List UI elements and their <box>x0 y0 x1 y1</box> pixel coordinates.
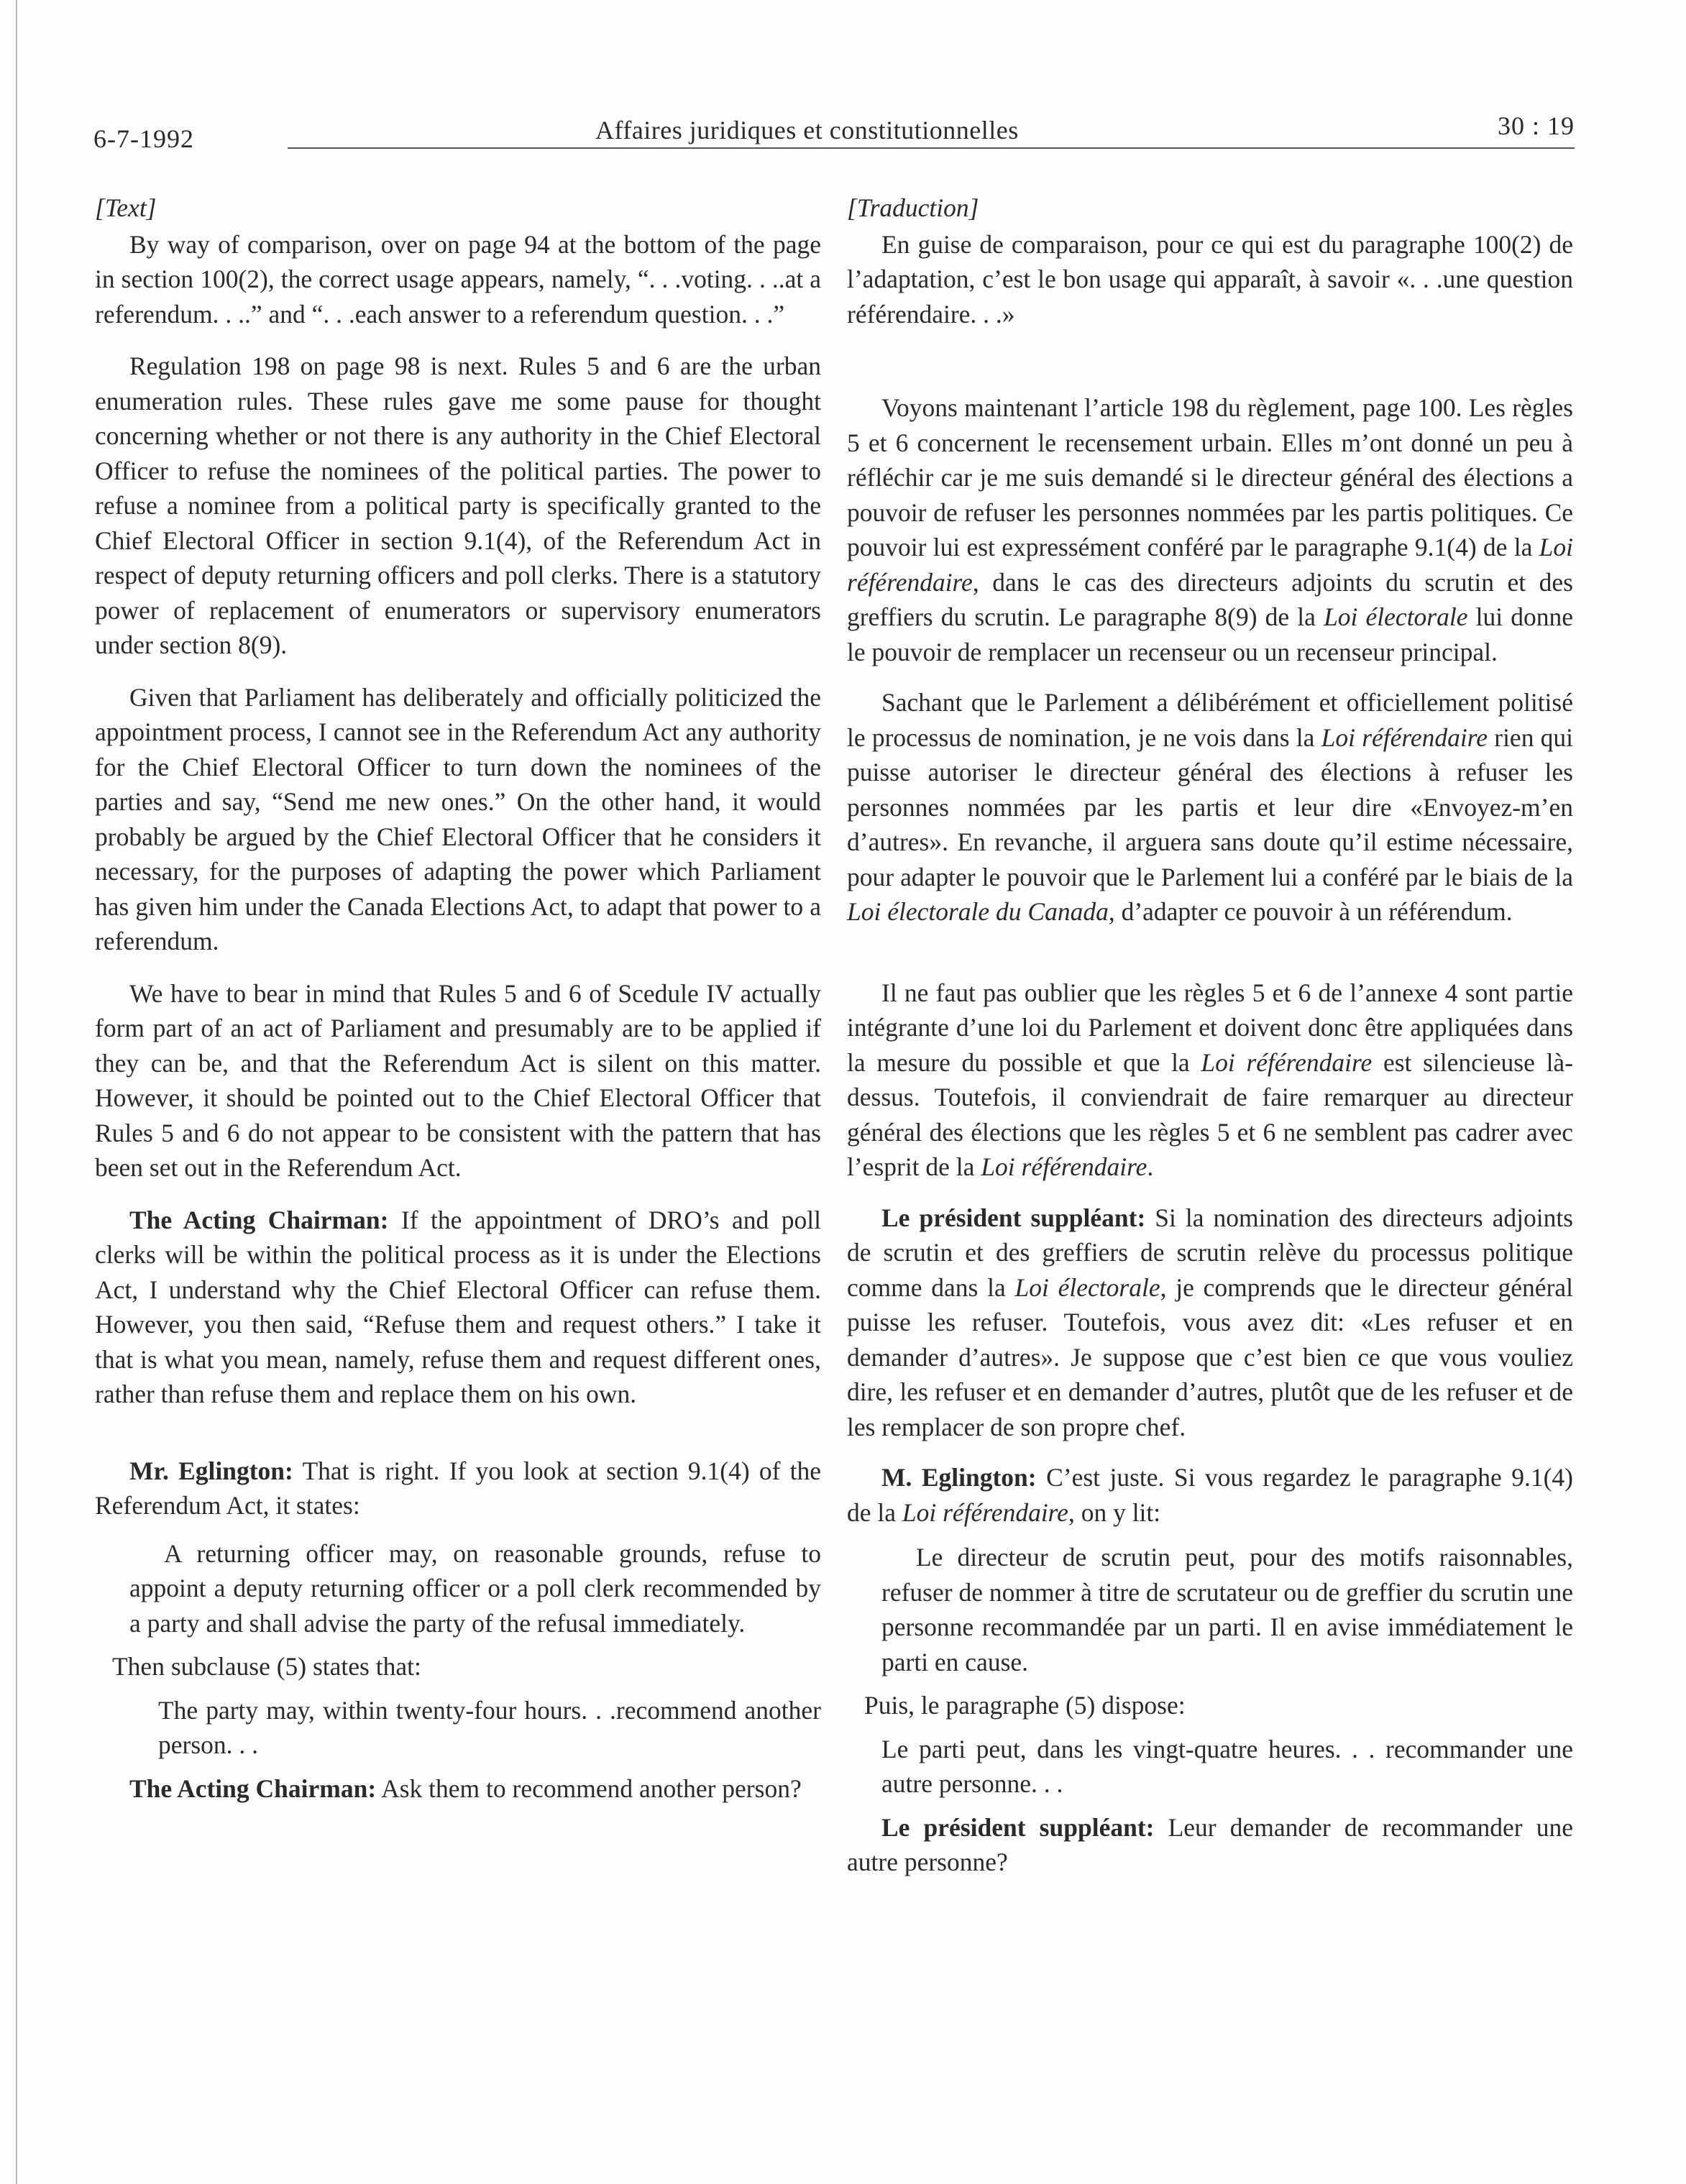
header-title: Affaires juridiques et constitutionnelles <box>595 116 1019 144</box>
paragraph: Then subclause (5) states that: <box>112 1652 421 1681</box>
speech-text: That is right. If you look at section 9.1(4) of the Referendum Act, it states: <box>95 1456 822 1520</box>
paragraph <box>95 1203 821 1412</box>
speaker-name: The Acting Chairman: <box>129 1205 389 1234</box>
paragraph: Given that Parliament has deliberately and officially politicized the appointment process, I cannot see in the Referendum Act any authority for the Chief Electoral Officer to turn down the nominees of the parties and say, “Send me new ones.” On the other hand, it would probably be argued by the Chief Electoral Officer that he considers it necessary, for the purposes of adapting the power which Parliament has given him under the Canada Elections Act, to adapt that power to a referendum. <box>95 682 821 955</box>
paragraph: We have to bear in mind that Rules 5 and 6 of Scedule IV actually form part of an act of Parliament and presumably are to be applied if they can be, and that the Referendum Act is silent on this matter. However, it should be pointed out to the Chief Electoral Officer that Rules 5 and 6 do not appear to be consistent with the pattern that has been set out in the Referendum Act. <box>95 978 821 1182</box>
paragraph: Voyons maintenant l’article 198 du règlement, page 100. Les règles 5 et 6 concernent le recensement urbain. Elles m’ont donné un peu à réfléchir car je me suis demandé si le directeur général des élections a pouvoir de refuser les personnes nommées par les partis politiques. Ce pouvoir lui est expressément conféré par le paragraphe 9.1(4) de la Loi référendaire, dans le cas des directeurs adjoints du scrutin et des greffiers du scrutin. Le paragraphe 8(9) de la Loi électorale lui donne le pouvoir de remplacer un recenseur ou un recenseur principal. <box>847 393 1574 666</box>
paragraph: Le président suppléant: Si la nomination des directeurs adjoints de scrutin et des greffiers de scrutin relève du processus politique comme dans la Loi électorale, je comprends que le directeur général puisse les refuser. Toutefois, vous avez dit: «Les refuser et en demander d’autres». Je suppose que c’est bien ce que vous vouliez dire, les refuser et en demander d’autres, plutôt que de les refuser et de les remplacer de son propre chef. <box>847 1203 1574 1441</box>
speaker-name: M. Eglington: <box>881 1463 1037 1492</box>
block-quote: Le parti peut, dans les vingt-quatre heures. . . recommander une autre personne. . . <box>881 1734 1573 1798</box>
speaker-name: Le président suppléant: <box>881 1203 1146 1232</box>
page-header <box>93 108 1575 151</box>
paragraph: Sachant que le Parlement a délibérément et officiellement politisé le processus de nomination, je ne vois dans la Loi référendaire rien qui puisse autoriser le directeur général des élections à refuser les personnes nommées par les partis et leur dire «Envoyez-m’en d’autres». En revanche, il arguera sans doute qu’il estime nécessaire, pour adapter le pouvoir que le Parlement lui a conféré par le biais de la Loi électorale du Canada, d’adapter ce pouvoir à un référendum. <box>847 688 1574 926</box>
paragraph: En guise de comparaison, pour ce qui est du paragraphe 100(2) de l’adaptation, c’est le bon usage qui apparaît, à savoir «. . .une question référendaire. . .» <box>847 229 1573 329</box>
header-page-number: 30 : 19 <box>1497 111 1575 140</box>
paragraph: Puis, le paragraphe (5) dispose: <box>864 1691 1186 1720</box>
scan-edge-line <box>16 0 17 2184</box>
header-date: 6-7-1992 <box>93 124 194 153</box>
speaker-name: Mr. Eglington: <box>129 1456 293 1485</box>
paragraph <box>95 1771 821 1807</box>
speaker-name: Le président suppléant: <box>881 1812 1155 1842</box>
column-label: [Text] <box>95 193 157 222</box>
paragraph: M. Eglington: C’est juste. Si vous regardez le paragraphe 9.1(4) de la Loi référendaire, on y lit: <box>847 1463 1573 1527</box>
speech-text: If the appointment of DRO’s and poll clerks will be within the political process as it is under the Elections Act, I understand why the Chief Electoral Officer can refuse them. However, you then said, “Refuse them and request others.” I take it that is what you mean, namely, refuse them and request different ones, rather than refuse them and replace them on his own. <box>95 1205 821 1408</box>
paragraph: By way of comparison, over on page 94 at the bottom of the page in section 100(2), the correct usage appears, namely, “. . .voting. . ..at a referendum. . ..” and “. . .each answer to a referendum question. . .” <box>95 229 821 329</box>
speaker-name: The Acting Chairman: <box>129 1774 377 1803</box>
paragraph: Il ne faut pas oublier que les règles 5 et 6 de l’annexe 4 sont partie intégrante d’une loi du Parlement et doivent donc être appliquées dans la mesure du possible et que la Loi référendaire est silencieuse là-dessus. Toutefois, il conviendrait de faire remarquer au directeur général des élections que les règles 5 et 6 ne semblent pas cadrer avec l’esprit de la Loi référendaire. <box>847 978 1574 1181</box>
paragraph <box>95 1454 821 1523</box>
block-quote: Le directeur de scrutin peut, pour des motifs raisonnables, refuser de nommer à titre de scrutateur ou de greffier du scrutin une personne recommandée par un parti. Il en avise immédiatement le parti en cause. <box>881 1543 1573 1676</box>
speech-text: Ask them to recommend another person? <box>381 1774 802 1803</box>
french-column <box>847 191 1573 1880</box>
block-quote: The party may, within twenty-four hours. . .recommend another person. . . <box>158 1695 821 1759</box>
speech-text: Leur demander de recommander une autre personne? <box>847 1812 1573 1876</box>
paragraph <box>847 1810 1573 1880</box>
block-quote: A returning officer may, on reasonable grounds, refuse to appoint a deputy returning officer or a poll clerk recommended by a party and shall advise the party of the refusal immediately. <box>129 1538 821 1638</box>
column-label: [Traduction] <box>847 193 979 222</box>
header-rule <box>288 147 1575 149</box>
english-column <box>95 191 821 1806</box>
paragraph: Regulation 198 on page 98 is next. Rules 5 and 6 are the urban enumeration rules. These rules gave me some pause for thought concerning whether or not there is any authority in the Chief Electoral Officer to refuse the nominees of the political parties. The power to refuse a nominee from a political party is specifically granted to the Chief Electoral Officer in section 9.1(4), of the Referendum Act in respect of deputy returning officers and poll clerks. There is a statutory power of replacement of enumerators or supervisory enumerators under section 8(9). <box>95 352 821 659</box>
